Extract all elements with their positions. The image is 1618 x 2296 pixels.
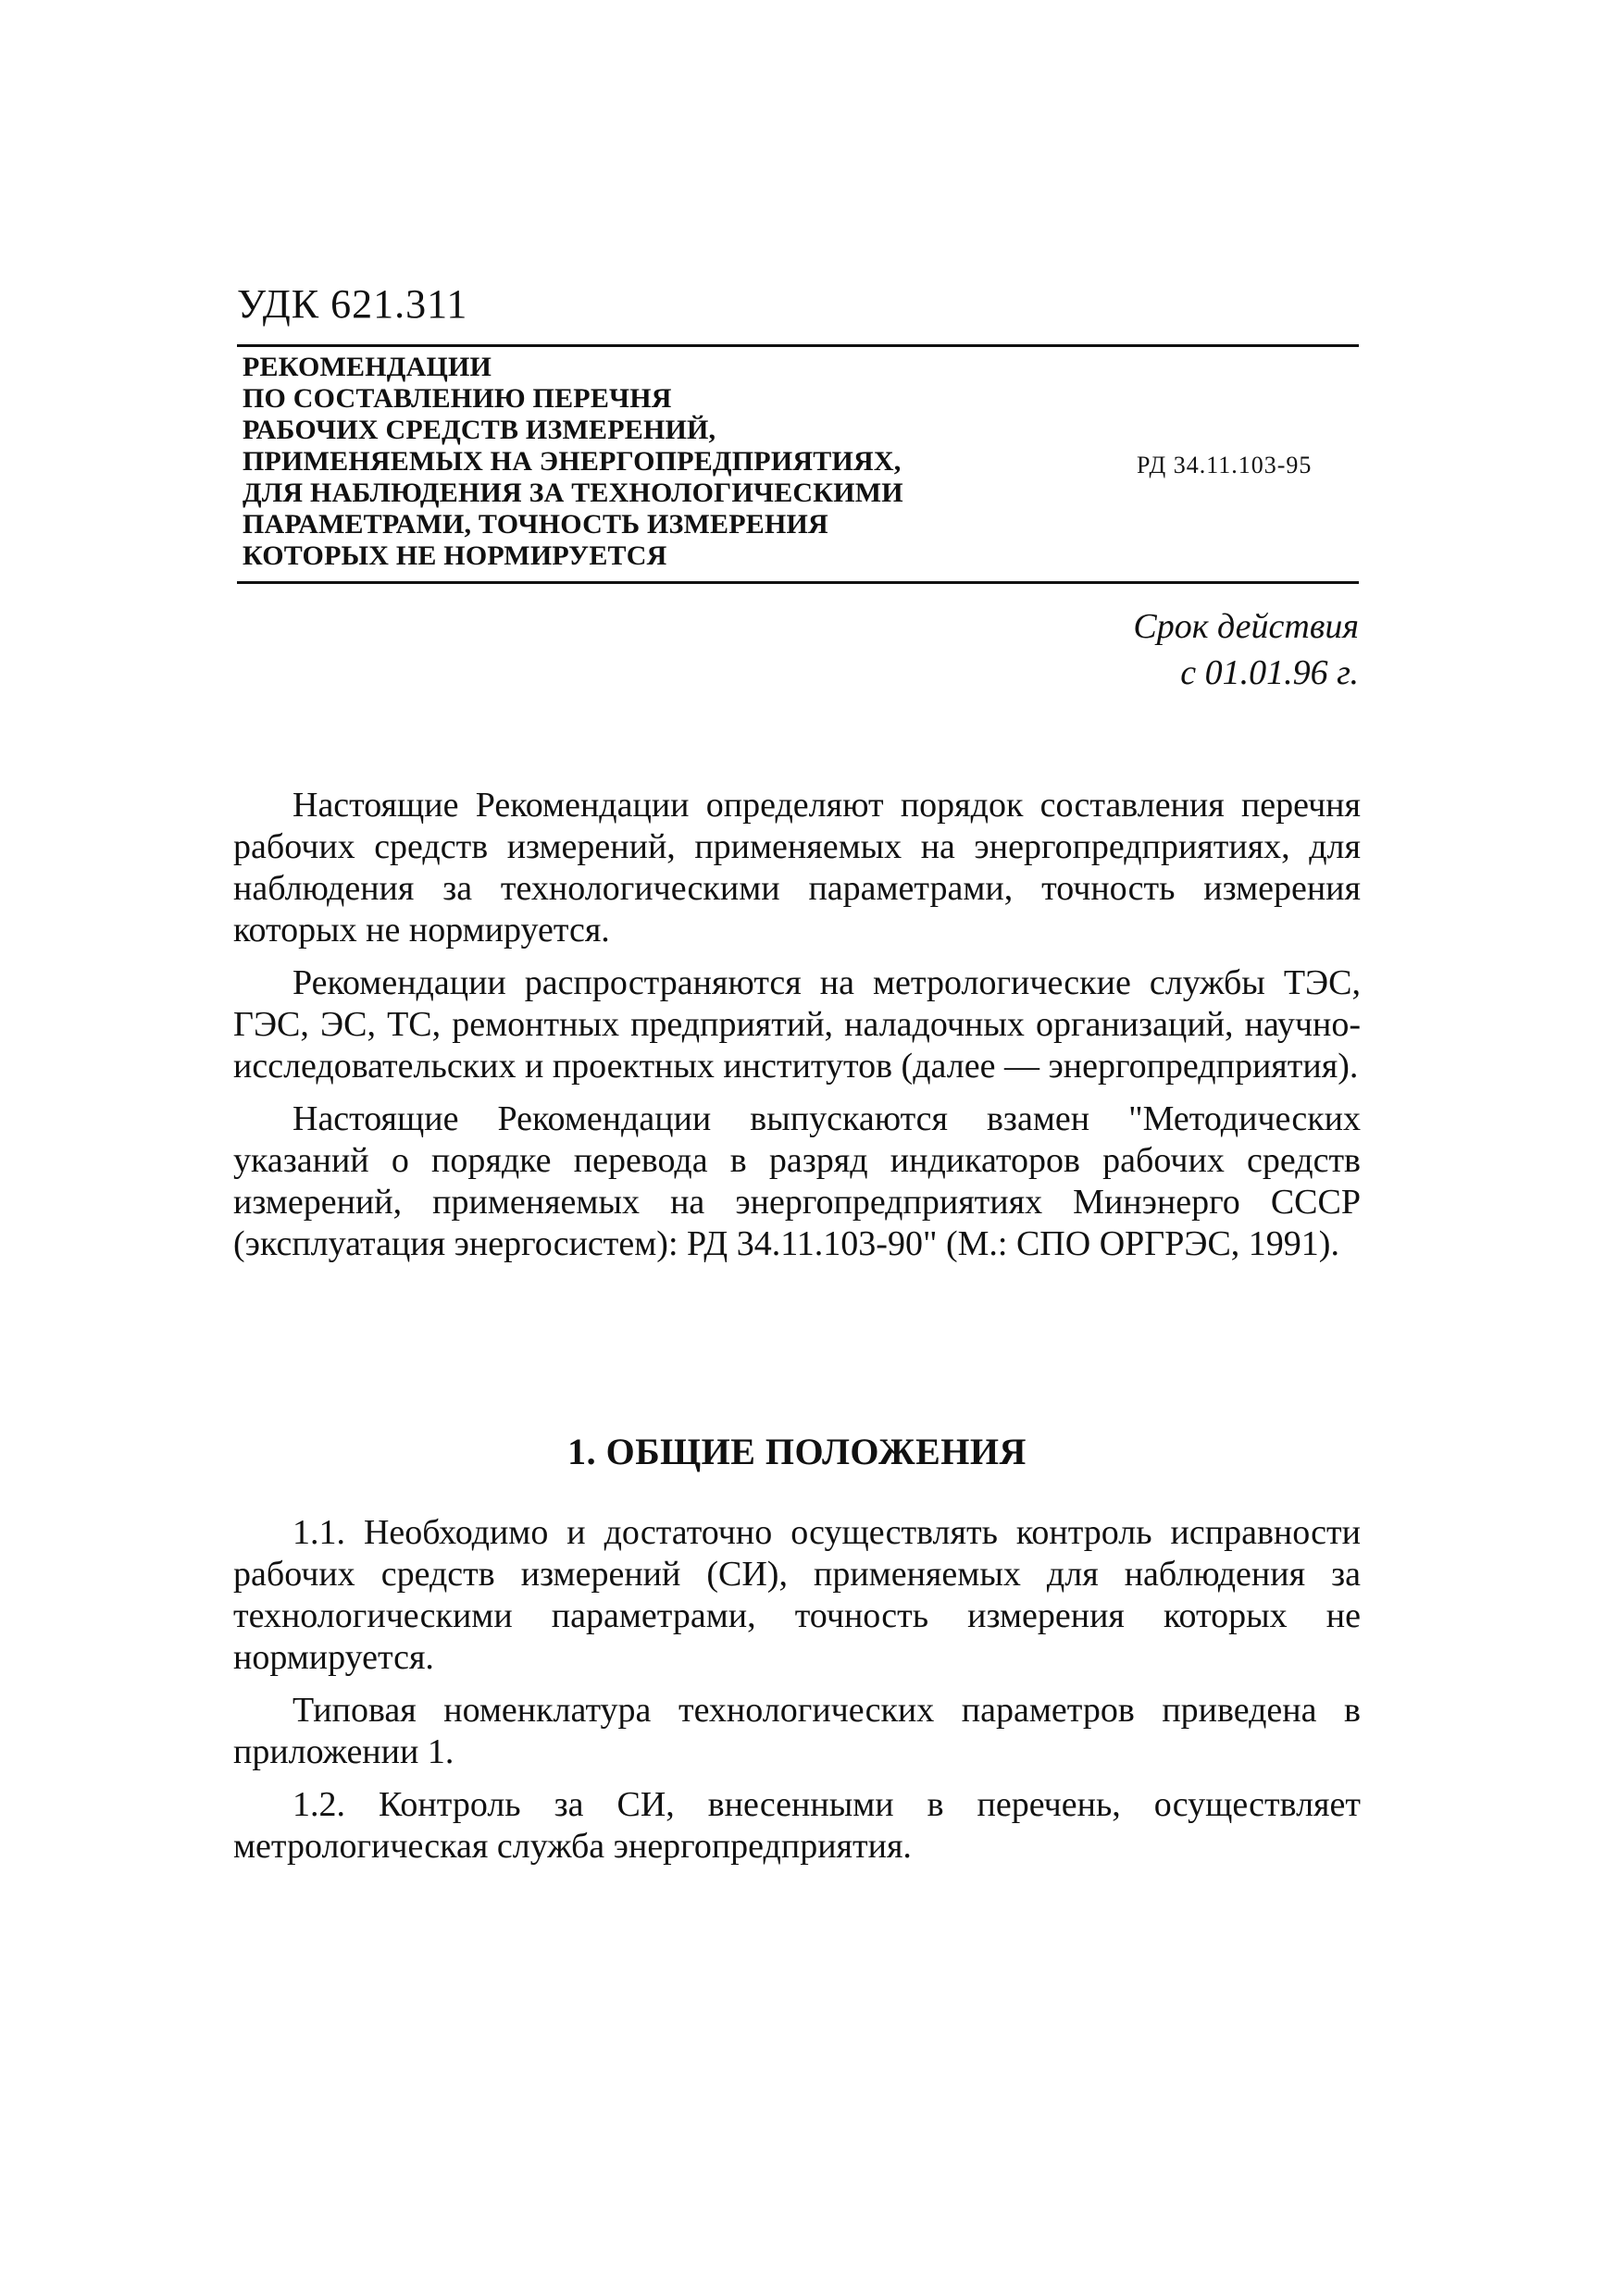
section-text: [233, 1512, 1361, 1879]
intro-paragraph: Настоящие Рекомендации определяют порядок составления перечня рабочих средств измерений, применяемых на энергопредприятиях, для наблюдения за технологическими параметрами, точность измерения которых не нормируется.: [233, 786, 1361, 949]
intro-text: [233, 785, 1361, 1276]
validity-label: Срок действия: [1133, 607, 1359, 646]
section-paragraph: 1.1. Необходимо и достаточно осуществлять контроль исправности рабочих средств измерений (СИ), применяемых для наблюдения за технологическими параметрами, точность измерения которых не нормируется.: [233, 1513, 1361, 1677]
document-code: РД 34.11.103-95: [1137, 452, 1313, 478]
title-line: РАБОЧИХ СРЕДСТВ ИЗМЕРЕНИЙ,: [243, 415, 716, 445]
validity-date: с 01.01.96 г.: [1180, 653, 1359, 692]
title-line: ПО СОСТАВЛЕНИЮ ПЕРЕЧНЯ: [243, 383, 672, 414]
validity-period: [1133, 603, 1359, 696]
section-heading: 1. ОБЩИЕ ПОЛОЖЕНИЯ: [567, 1431, 1027, 1472]
intro-paragraph: Рекомендации распространяются на метрологические службы ТЭС, ГЭС, ЭС, ТС, ремонтных предприятий, наладочных организаций, научно-исследовательских и проектных институтов (далее — энергопредприятия).: [233, 963, 1361, 1086]
title-line: РЕКОМЕНДАЦИИ: [243, 352, 492, 382]
section-paragraph: Типовая номенклатура технологических параметров приведена в приложении 1.: [233, 1691, 1361, 1771]
udk-code: УДК 621.311: [237, 281, 468, 327]
title-line: ПРИМЕНЯЕМЫХ НА ЭНЕРГОПРЕДПРИЯТИЯХ,: [243, 446, 902, 477]
document-title: [243, 352, 1076, 572]
title-bottom-rule: [237, 581, 1359, 584]
title-line: КОТОРЫХ НЕ НОРМИРУЕТСЯ: [243, 540, 667, 571]
title-top-rule: [237, 344, 1359, 347]
section-paragraph: 1.2. Контроль за СИ, внесенными в перечень, осуществляет метрологическая служба энергопредприятия.: [233, 1785, 1361, 1866]
intro-paragraph: Настоящие Рекомендации выпускаются взамен "Методических указаний о порядке перевода в разряд индикаторов рабочих средств измерений, применяемых на энергопредприятиях Минэнерго СССР (эксплуатация энергосистем): РД 34.11.103-90" (М.: СПО ОРГРЭС, 1991).: [233, 1099, 1361, 1263]
title-line: ДЛЯ НАБЛЮДЕНИЯ ЗА ТЕХНОЛОГИЧЕСКИМИ: [243, 478, 903, 508]
title-line: ПАРАМЕТРАМИ, ТОЧНОСТЬ ИЗМЕРЕНИЯ: [243, 509, 828, 540]
